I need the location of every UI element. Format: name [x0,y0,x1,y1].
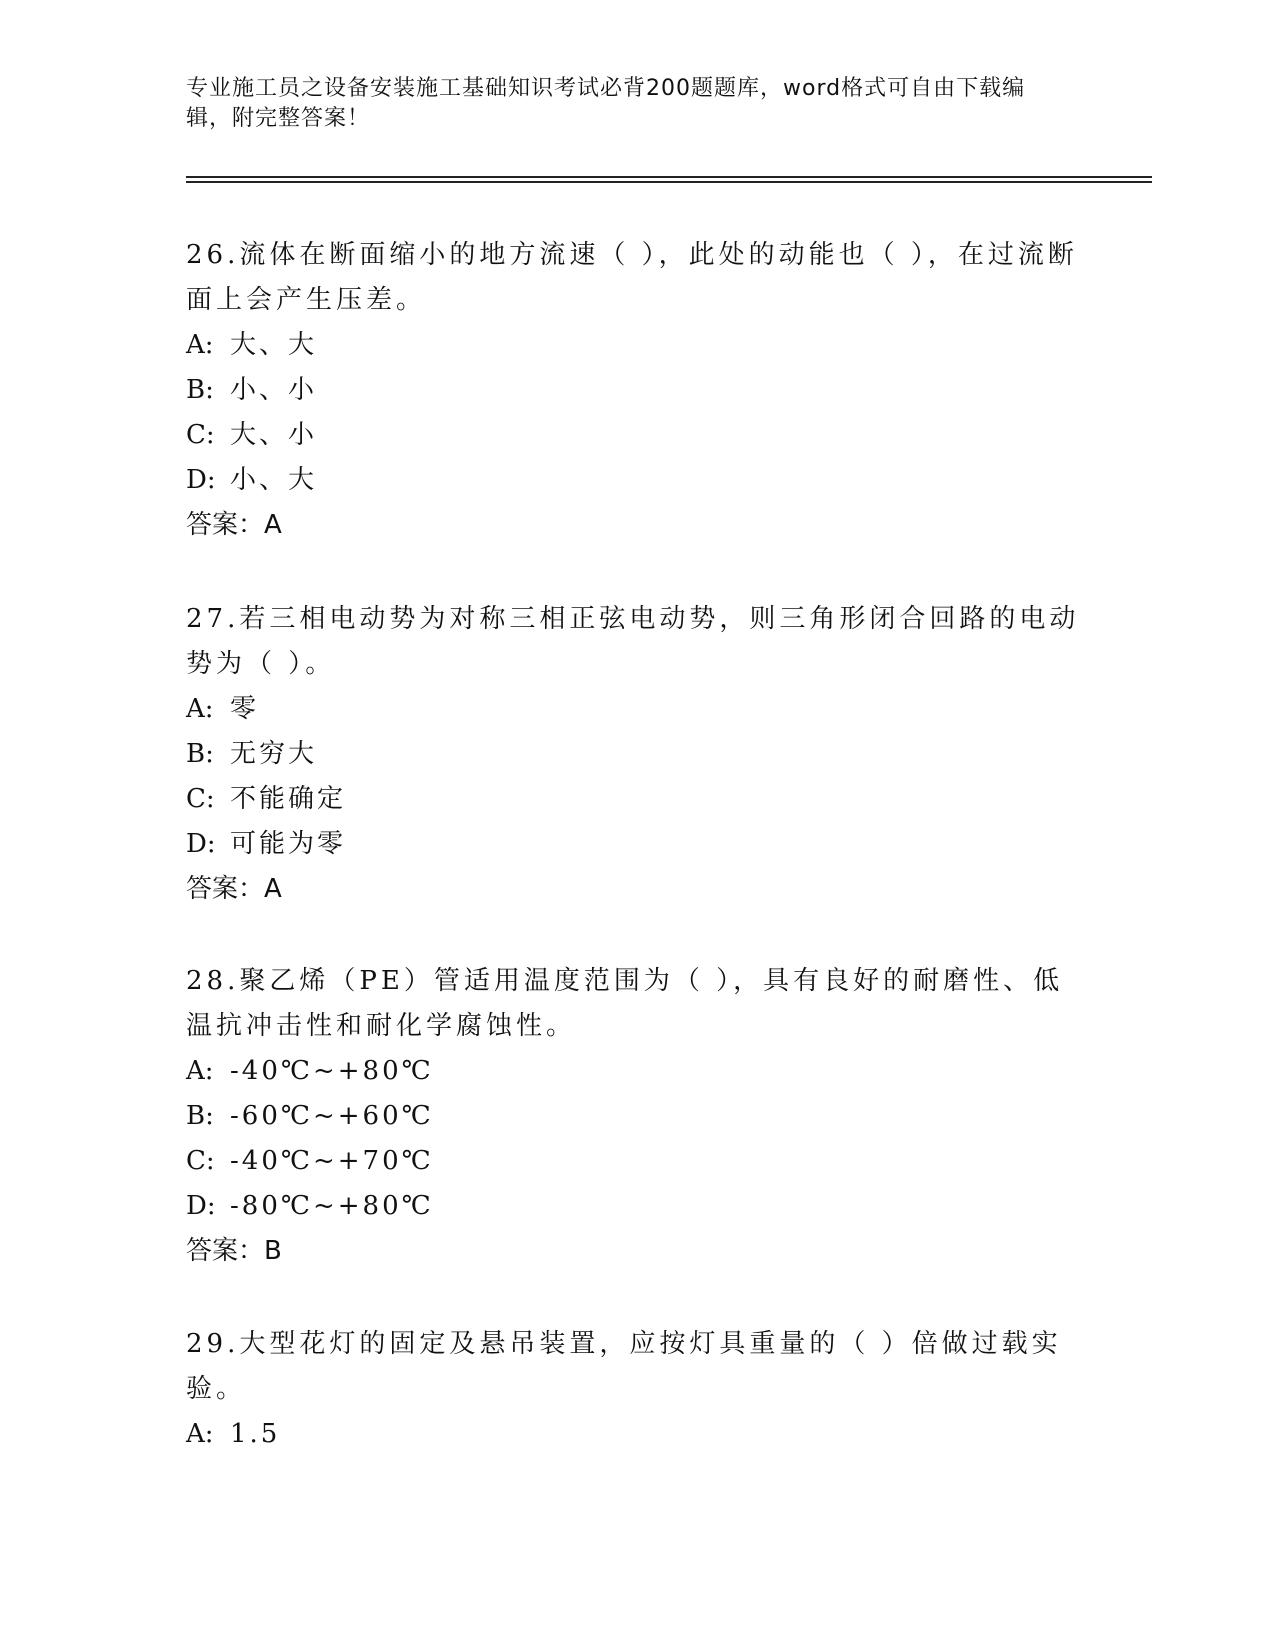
answer-line: 答案：A [186,510,282,540]
option-b [186,368,1086,413]
option-letter: D: [186,829,216,859]
option-a [186,687,1086,732]
answer-line: 答案：B [186,1236,282,1266]
answer-line: 答案：A [186,874,282,904]
option-a [186,323,1086,368]
option-text: -40℃~+70℃ [230,1146,434,1176]
question-26 [186,233,1086,548]
option-text: 大、大 [230,330,318,360]
option-a [186,1049,1086,1094]
question-text: 29.大型花灯的固定及悬吊装置，应按灯具重量的（ ）倍做过载实验。 [186,1329,1062,1404]
option-text: -40℃~+80℃ [230,1056,434,1086]
option-d [186,458,1086,503]
option-letter: A: [186,694,214,724]
question-text: 28.聚乙烯（PE）管适用温度范围为（ ），具有良好的耐磨性、低温抗冲击性和耐化学腐蚀性。 [186,966,1064,1041]
option-letter: B: [186,375,214,405]
option-c [186,777,1086,822]
header-divider-top [186,176,1152,178]
option-text: 大、小 [230,420,318,450]
option-letter: B: [186,739,214,769]
option-text: 小、大 [230,465,318,495]
option-d [186,1184,1086,1229]
option-letter: C: [186,420,215,450]
option-letter: A: [186,1419,214,1449]
option-text: 无穷大 [230,739,318,769]
option-text: 小、小 [230,375,318,405]
option-text: 可能为零 [230,829,347,859]
option-letter: D: [186,465,216,495]
option-b [186,1094,1086,1139]
option-letter: A: [186,1056,214,1086]
question-28 [186,959,1086,1274]
question-27 [186,597,1086,912]
question-29 [186,1322,1086,1457]
option-text: 零 [230,694,260,724]
option-b [186,732,1086,777]
option-letter: A: [186,330,214,360]
question-text: 26.流体在断面缩小的地方流速（ ），此处的动能也（ ），在过流断面上会产生压差。 [186,240,1078,315]
option-text: 不能确定 [230,784,347,814]
option-c [186,413,1086,458]
document-header [186,74,1066,134]
option-letter: C: [186,1146,215,1176]
option-text: 1.5 [230,1419,281,1449]
option-letter: D: [186,1191,216,1221]
header-divider-bottom [186,181,1152,183]
option-c [186,1139,1086,1184]
option-text: -80℃~+80℃ [230,1191,434,1221]
option-letter: C: [186,784,215,814]
option-a [186,1412,1086,1457]
option-d [186,822,1086,867]
question-text: 27.若三相电动势为对称三相正弦电动势，则三角形闭合回路的电动势为（ ）。 [186,604,1080,679]
option-text: -60℃~+60℃ [230,1101,434,1131]
option-letter: B: [186,1101,214,1131]
header-title: 专业施工员之设备安装施工基础知识考试必背200题题库，word格式可自由下载编辑，附完整答案！ [186,76,1026,131]
